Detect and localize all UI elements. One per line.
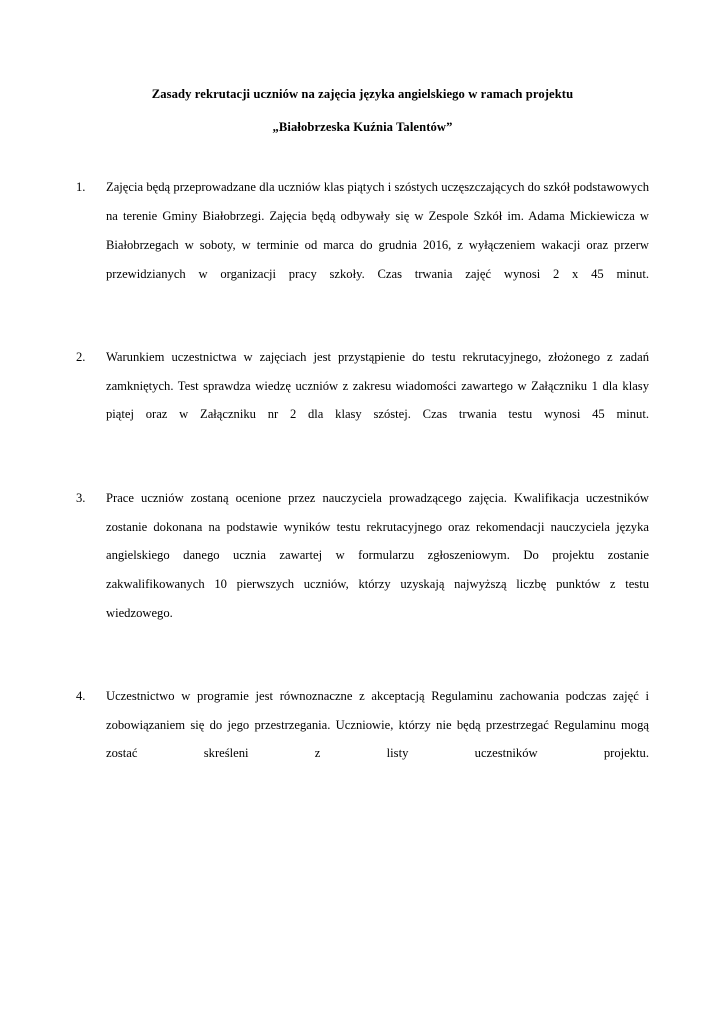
title-line-secondary: „Białobrzeska Kuźnia Talentów” <box>272 119 453 134</box>
list-item <box>76 682 649 797</box>
list-item-number: 2. <box>76 349 86 364</box>
list-item-number: 4. <box>76 689 86 704</box>
list-item <box>76 343 649 458</box>
list-item-number: 1. <box>76 180 86 195</box>
list-item-text: Prace uczniów zostaną ocenione przez nauczyciela prowadzącego zajęcia. Kwalifikacja uczestników zostanie dokonana na podstawie wyników testu rekrutacyjnego oraz rekomendacji nauczyciela języka angielskiego danego ucznia zawartej w formularzu zgłoszeniowym. Do projektu zostanie zakwalifikowanych 10 pierwszych uczniów, którzy uzyskają najwyższą liczbę punktów z testu wiedzowego. <box>106 490 649 620</box>
list-item-text: Uczestnictwo w programie jest równoznaczne z akceptacją Regulaminu zachowania podczas zajęć i zobowiązaniem się do jego przestrzegania. Uczniowie, którzy nie będą przestrzegać Regulaminu mogą zostać skreśleni z listy uczestników projektu. <box>106 689 649 761</box>
title-line-primary: Zasady rekrutacji uczniów na zajęcia języka angielskiego w ramach projektu <box>151 87 574 101</box>
numbered-rules-list <box>76 173 649 796</box>
list-item-text: Zajęcia będą przeprowadzane dla uczniów klas piątych i szóstych uczęszczających do szkół podstawowych na terenie Gminy Białobrzegi. Zajęcia będą odbywały się w Zespole Szkół im. Adama Mickiewicza w Białobrzegach w soboty, w terminie od marca do grudnia 2016, z wyłączeniem wakacji oraz przerw przewidzianych w organizacji pracy szkoły. Czas trwania zajęć wynosi 2 x 45 minut. <box>106 180 649 281</box>
list-item <box>76 484 649 656</box>
list-item-text: Warunkiem uczestnictwa w zajęciach jest przystąpienie do testu rekrutacyjnego, złożonego z zadań zamkniętych. Test sprawdza wiedzę uczniów z zakresu wiadomości zawartego w Załączniku 1 dla klasy piątej oraz w Załączniku nr 2 dla klasy szóstej. Czas trwania testu wynosi 45 minut. <box>106 349 649 422</box>
list-item <box>76 173 649 317</box>
document-title <box>76 78 649 143</box>
list-item-number: 3. <box>76 490 86 505</box>
